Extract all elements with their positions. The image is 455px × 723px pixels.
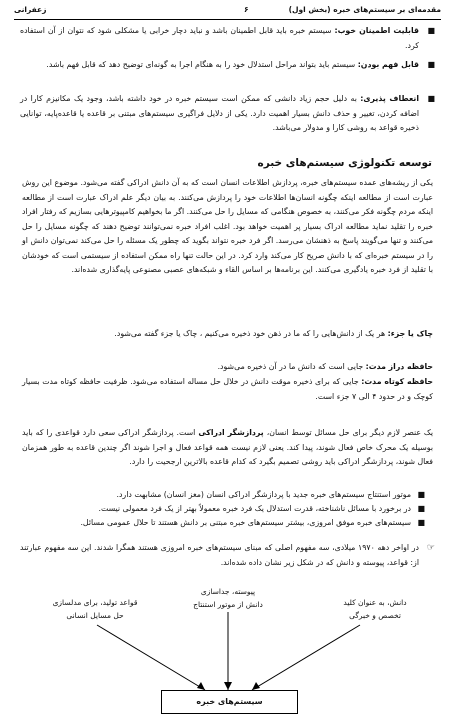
bullet-text: به دلیل حجم زیاد دانشی که ممکن است سیستم خبره در خود داشته باشد، وجود یک مکانیزم کارا در اضافه کردن، تغییر و حذف دانش بسیار اهمیت دارد. یکی از دلایل فراگیری سیستم‌های مبتنی بر قاعده یا قاعده‌پایه، توانایی ذخیره قواعد به روشی کارا و مدولار می‌باشد. [20, 94, 419, 132]
processor-lead: یک عنصر لازم دیگر برای حل مسائل توسط انسان، [266, 428, 433, 437]
note-item [20, 502, 425, 517]
diagram-label-rules [30, 596, 160, 622]
page-header [14, 3, 441, 20]
bullet-heading: قابل فهم بودن: [357, 60, 419, 69]
section-title: توسعه تکنولوژی سیستم‌های خبره [257, 157, 432, 169]
bullet-marker-icon: ■ [427, 94, 435, 103]
diagram-label-line: قواعد تولید، برای مدلسازی [52, 598, 138, 607]
note-text: در برخورد با مسائل ناشناخته، قدرت استدلال یک فرد خبره معمولاً بهتر از یک فرد معمولی نیست. [98, 504, 411, 513]
short-term-text: جایی که برای ذخیره موقت دانش در خلال حل مساله استفاده می‌شود. ظرفیت حافظه کوتاه مدت بسیار کوچک و در حدود ۴ الی ۷ جزء است. [22, 377, 433, 401]
processor-paragraph [22, 426, 433, 470]
long-term-heading: حافظه دراز مدت: [365, 362, 433, 371]
bullet-marker-icon: ■ [417, 490, 425, 499]
arrow-line-left [97, 625, 205, 690]
bullet-heading: انعطاف پذیری: [360, 94, 419, 103]
processor-rest: است. پردازشگر ادراکی سعی دارد قواعدی را که باید بوسیله یک محرک خاص فعال شوند، پیدا کند. یعنی لازم نیست همه قواعد فعال و اجرا شوند اگر چندین قاعده به طور همزمان فعال شوند، پردازشگر ادراکی باید روشی تصمیم بگیرد که کدام قاعده بالاترین ارجحیت را دارد. [22, 428, 433, 466]
note-text: سیستم‌های خبره موفق امروزی، بیشتر سیستم‌های خبره مبتنی بر دانش هستند تا حلال عمومی مسائل. [80, 518, 411, 527]
short-term-heading: حافظه کوتاه مدت: [361, 377, 433, 386]
header-author: زعفرانی [14, 5, 47, 14]
diagram-label-separation [170, 585, 286, 611]
note-item [20, 488, 425, 503]
processor-heading: پردازشگر ادراکی [195, 428, 267, 437]
hand-pointer-icon: ☞ [426, 543, 435, 553]
diagram-label-line: دانش، به عنوان کلید [343, 598, 407, 607]
bullet-marker-icon: ■ [417, 504, 425, 513]
chunk-heading: چاک یا جزء: [387, 329, 433, 338]
chunk-text: هر یک از دانش‌هایی را که ما در ذهن خود ذخیره می‌کنیم ، چاک یا جزء گفته می‌شود. [114, 329, 388, 338]
diagram-label-line: پیوسته، جداسازی [200, 587, 256, 596]
bullet-text: سیستم باید بتواند مراحل استدلال خود را به هنگام اجرا به گونه‌ای توضیح دهد که قابل فهم باشد. [46, 60, 358, 69]
expert-systems-box: سیستم‌های خبره [161, 690, 298, 714]
note-text: موتور استنتاج سیستم‌های خبره جدید با پردازشگر ادراکی انسان (مغز انسان) مشابهت دارد. [116, 490, 411, 499]
bullet-marker-icon: ■ [417, 518, 425, 527]
chunk-definition [22, 327, 433, 342]
bullet-marker-icon: ■ [427, 60, 435, 69]
diagram-label-line: دانش از موتور استنتاج [193, 600, 263, 609]
diagram-label-line: تخصص و خبرگی [349, 611, 401, 620]
page-number: ۶ [244, 5, 249, 14]
diagram-label-knowledge [325, 596, 425, 622]
short-term-memory [22, 375, 433, 404]
bullet-reliability [20, 24, 435, 53]
bullet-marker-icon: ■ [427, 26, 435, 35]
arrow-head-middle-icon [224, 682, 232, 690]
header-title: مقدمه‌ای بر سیستم‌های خبره (بخش اول) [288, 5, 441, 14]
long-term-text: جایی است که دانش ما در آن ذخیره می‌شود. [217, 362, 366, 371]
cognitive-paragraph: یکی از ریشه‌های عمده سیستم‌های خبره، پردازش اطلاعات انسان است که به آن دانش ادراکی گفته می‌شود. موضوع این روش عبارت است از مطالعه اینکه چگونه انسان‌ها اطلاعات خود را پردازش می‌کنند. به بیان دیگر علم ادراک عبارت است از مطالعه اینکه مردم چگونه فکر می‌کنند، به خصوص هنگامی که مسایل را حل می‌کنند. اگر ما بخواهیم کامپیوترهایی بسازیم که رفتار افراد خبره را تقلید نماید مطالعه ادراک بسیار پر اهمیت خواهد بود. اغلب افراد خبره نمی‌توانند توضیح دهند که چگونه مسایل را حل می‌کنند و تنها می‌گویند پاسخ به ذهنشان می‌رسد. اگر فرد خبره نتواند بگوید که چطور یک مسئله را حل می‌کند نمی‌توان دانش او را در سیستم خبره‌ای که با دانش صریح کار می‌کند وارد کرد. در این حالت تنها راه ممکن استفاده از سیستمی است که خودشان با تقلید از فرد خبره یادگیری می‌کنند. این برنامه‌ها بر اساس القاء و شبکه‌های عصبی مصنوعی پایه‌گذاری شده‌اند. [22, 178, 433, 274]
bullet-understandability [20, 58, 435, 73]
bullet-heading: قابلیت اطمینان خوب: [334, 26, 419, 35]
bullet-text: سیستم خبره باید قابل اطمینان باشد و نباید دچار خرابی یا مشکلی شود که نتوان از آن استفاده کرد. [20, 26, 419, 50]
diagram-label-line: حل مسایل انسانی [66, 611, 124, 620]
history-text: در اواخر دهه ۱۹۷۰ میلادی، سه مفهوم اصلی که مبنای سیستم‌های خبره امروزی هستند همگرا شدند. این سه مفهوم عبارتند از: قواعد، پیوسته و دانش که در شکل زیر نشان داده شده‌اند. [20, 543, 419, 567]
arrow-line-right [252, 625, 360, 690]
long-term-memory [22, 360, 433, 375]
bullet-flexibility [20, 92, 435, 136]
note-item [20, 516, 425, 531]
